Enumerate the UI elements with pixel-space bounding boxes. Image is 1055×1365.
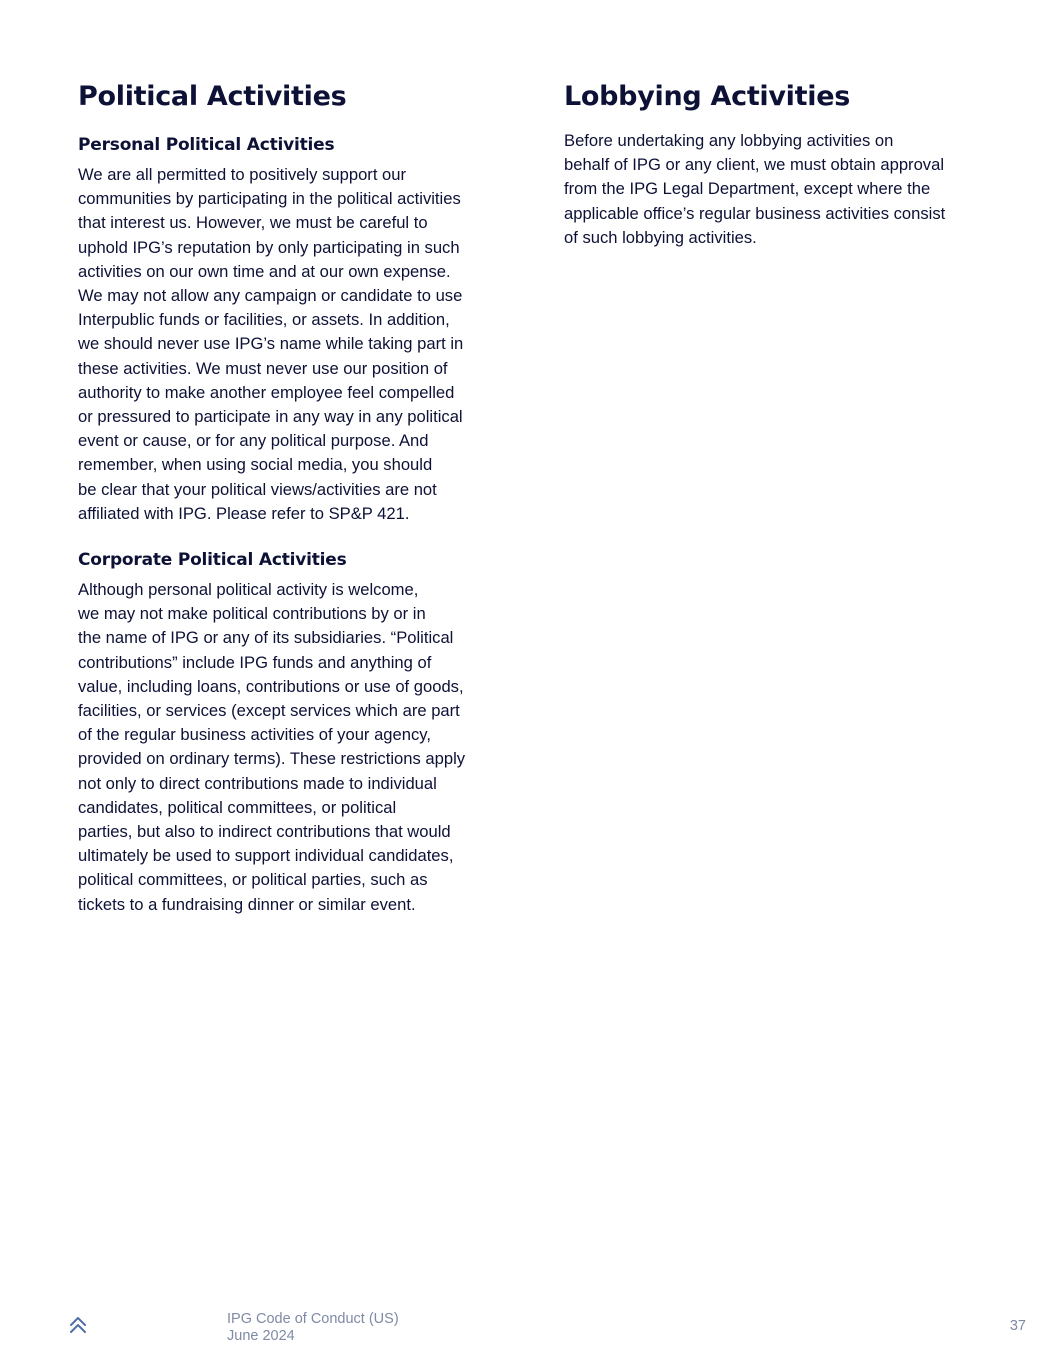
text-line: authority to make another employee feel compelled bbox=[78, 382, 455, 402]
corporate-political-body bbox=[78, 578, 498, 917]
text-line: of such lobbying activities. bbox=[564, 227, 757, 247]
text-line: We are all permitted to positively support our bbox=[78, 165, 407, 184]
text-line: tickets to a fundraising dinner or similar event. bbox=[78, 894, 416, 914]
right-column bbox=[564, 78, 984, 250]
text-line: communities by participating in the political activities bbox=[78, 189, 461, 209]
text-line: from the IPG Legal Department, except where the bbox=[564, 179, 931, 199]
text-line: the name of IPG or any of its subsidiaries. “Political bbox=[78, 628, 454, 648]
text-line: We may not allow any campaign or candidate to use bbox=[78, 286, 463, 306]
text-line: or pressured to participate in any way in any political bbox=[78, 407, 463, 427]
text-line: be clear that your political views/activities are not bbox=[78, 479, 437, 499]
text-line: parties, but also to indirect contributions that would bbox=[78, 822, 451, 842]
footer-document-info bbox=[227, 1311, 399, 1345]
text-line: applicable office’s regular business activities consist bbox=[564, 203, 946, 223]
text-line: of the regular business activities of your agency, bbox=[78, 725, 431, 745]
text-line: Interpublic funds or facilities, or assets. In addition, bbox=[78, 310, 450, 330]
lobbying-activities-title: Lobbying Activities bbox=[564, 81, 850, 112]
text-line: not only to direct contributions made to individual bbox=[78, 773, 437, 793]
text-line: facilities, or services (except services which are part bbox=[78, 701, 460, 721]
personal-political-heading: Personal Political Activities bbox=[78, 135, 335, 155]
text-line: these activities. We must never use our position of bbox=[78, 358, 448, 378]
text-line: affiliated with IPG. Please refer to SP&P 421. bbox=[78, 503, 410, 523]
text-line: we may not make political contributions by or in bbox=[78, 604, 426, 624]
text-line: we should never use IPG’s name while taking part in bbox=[78, 334, 464, 354]
left-column bbox=[78, 78, 498, 917]
text-line: candidates, political committees, or political bbox=[78, 797, 397, 817]
text-line: Before undertaking any lobbying activities on bbox=[564, 131, 894, 150]
text-line: contributions” include IPG funds and anything of bbox=[78, 652, 432, 672]
text-line: ultimately be used to support individual candidates, bbox=[78, 846, 454, 866]
text-line: behalf of IPG or any client, we must obtain approval bbox=[564, 155, 945, 175]
political-activities-title: Political Activities bbox=[78, 81, 347, 112]
text-line: value, including loans, contributions or use of goods, bbox=[78, 676, 464, 696]
text-line: Although personal political activity is welcome, bbox=[78, 580, 419, 600]
lobbying-body bbox=[564, 129, 984, 250]
text-line: event or cause, or for any political purpose. And bbox=[78, 431, 429, 451]
text-line: remember, when using social media, you should bbox=[78, 455, 433, 475]
text-line: provided on ordinary terms). These restrictions apply bbox=[78, 749, 466, 769]
text-line: uphold IPG’s reputation by only participating in such bbox=[78, 237, 460, 257]
page-number: 37 bbox=[1009, 1318, 1026, 1334]
text-line: political committees, or political parties, such as bbox=[78, 870, 428, 890]
footer-date: June 2024 bbox=[227, 1328, 295, 1344]
corporate-political-heading: Corporate Political Activities bbox=[78, 550, 347, 571]
text-line: that interest us. However, we must be careful to bbox=[78, 213, 428, 233]
double-chevron-up-icon[interactable] bbox=[68, 1315, 88, 1335]
text-line: activities on our own time and at our own expense. bbox=[78, 261, 451, 281]
footer-doc-title: IPG Code of Conduct (US) bbox=[227, 1311, 399, 1327]
personal-political-body bbox=[78, 163, 498, 526]
